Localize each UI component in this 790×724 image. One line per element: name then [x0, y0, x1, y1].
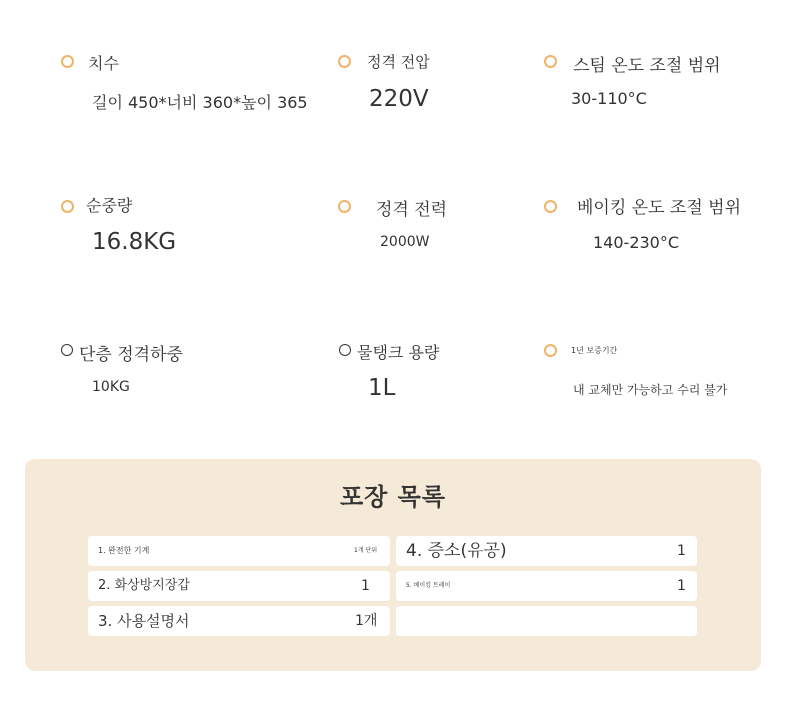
package-item	[88, 606, 390, 636]
spec-value-warranty: 내 교체만 가능하고 수리 불가	[573, 383, 728, 397]
package-item	[396, 606, 697, 636]
package-item-name: 5. 베이킹 트레이	[406, 582, 451, 589]
spec-label-warranty: 1년 보증기간	[571, 346, 618, 355]
package-item-qty: 1	[677, 543, 686, 559]
spec-value-voltage: 220V	[369, 86, 429, 112]
spec-value-net-weight: 16.8KG	[92, 229, 177, 255]
package-item	[396, 536, 697, 566]
spec-label-net-weight: 순중량	[86, 196, 133, 215]
spec-label-water-tank: 물탱크 용량	[357, 343, 440, 362]
spec-label-dimensions: 치수	[88, 54, 119, 73]
spec-label-load: 단층 정격하중	[79, 345, 183, 365]
package-item-qty: 1	[677, 578, 686, 594]
circle-bullet-icon	[338, 55, 351, 68]
package-item-name: 1. 완전한 기계	[98, 546, 150, 555]
package-item-name: 2. 화상방지장갑	[98, 578, 190, 593]
spec-value-power: 2000W	[380, 234, 430, 250]
package-list-title: 포장 목록	[339, 483, 447, 511]
circle-bullet-icon	[338, 200, 351, 213]
circle-bullet-icon	[544, 55, 557, 68]
circle-bullet-icon	[61, 55, 74, 68]
spec-label-steam-temp: 스팀 온도 조절 범위	[573, 56, 721, 76]
spec-label-power: 정격 전력	[376, 200, 448, 220]
circle-bullet-icon	[339, 344, 351, 356]
spec-value-steam-temp: 30-110°C	[571, 89, 647, 108]
spec-label-baking-temp: 베이킹 온도 조절 범위	[577, 198, 742, 218]
package-item	[396, 571, 697, 601]
package-item	[88, 536, 390, 566]
spec-value-baking-temp: 140-230°C	[593, 233, 680, 252]
circle-bullet-icon	[61, 200, 74, 213]
circle-bullet-icon	[544, 200, 557, 213]
spec-value-dimensions: 길이 450*너비 360*높이 365	[92, 93, 308, 112]
package-item	[88, 571, 390, 601]
circle-bullet-icon	[544, 344, 557, 357]
package-list-panel	[25, 459, 761, 671]
package-item-name: 4. 증소(유공)	[406, 541, 507, 561]
spec-value-load: 10KG	[92, 379, 130, 395]
spec-label-voltage: 정격 전압	[367, 53, 430, 71]
package-item-name: 3. 사용설명서	[98, 612, 190, 630]
package-item-qty: 1개	[355, 613, 378, 629]
package-item-qty: 1	[361, 578, 370, 594]
circle-bullet-icon	[61, 344, 73, 356]
package-item-qty: 1개 단위	[354, 547, 378, 554]
spec-value-water-tank: 1L	[368, 375, 396, 401]
